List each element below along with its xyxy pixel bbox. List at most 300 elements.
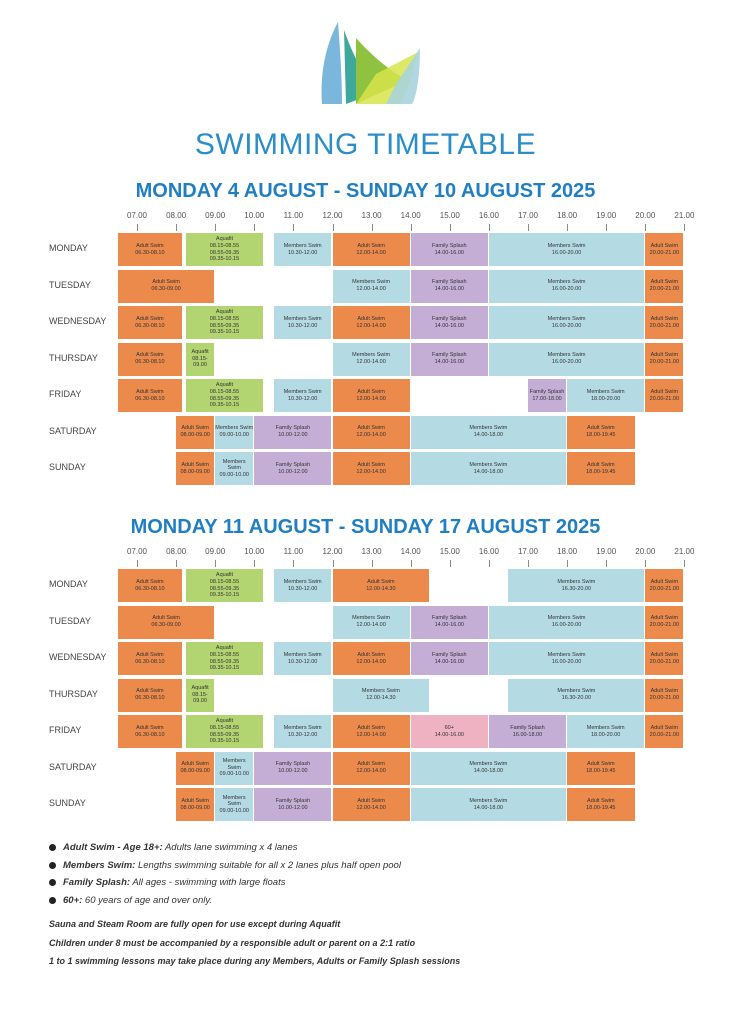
hour-tick bbox=[137, 224, 138, 231]
session-text: Members Swim bbox=[361, 688, 400, 695]
session-text: 10.30-12.00 bbox=[287, 249, 318, 256]
session-text: Members Swim bbox=[547, 615, 586, 622]
bullet-icon bbox=[49, 879, 56, 886]
hour-label: 21.00 bbox=[674, 547, 695, 556]
hour-axis bbox=[0, 211, 731, 223]
session-text: 20.00-21.00 bbox=[649, 585, 680, 592]
session-text: Family Splash bbox=[432, 315, 467, 322]
day-label: WEDNESDAY bbox=[49, 652, 107, 662]
session-text: 16.30-20.00 bbox=[561, 695, 592, 701]
page-title: SWIMMING TIMETABLE bbox=[194, 128, 537, 161]
session-text: 12.00-14.00 bbox=[356, 622, 386, 628]
hour-label: 08.00 bbox=[166, 547, 187, 556]
hour-label: 20.00 bbox=[635, 211, 656, 220]
family-session bbox=[254, 416, 331, 449]
bullet-icon bbox=[49, 844, 56, 851]
session-text: Family Splash bbox=[432, 615, 467, 622]
session-text: Adult Swim bbox=[650, 315, 679, 322]
session-text: Adult Swim bbox=[181, 425, 209, 432]
hour-label: 21.00 bbox=[674, 211, 695, 220]
session-text: 10.30-12.00 bbox=[287, 585, 318, 592]
session-text: Family Splash bbox=[275, 761, 311, 768]
session-text: 08.55-09.35 bbox=[209, 249, 240, 256]
hour-tick bbox=[411, 224, 412, 231]
hour-label: 12.00 bbox=[322, 211, 343, 220]
session-text: 20.00-21.00 bbox=[649, 249, 680, 256]
session-text: 08.00-09.00 bbox=[180, 768, 210, 774]
hour-tick bbox=[215, 224, 216, 231]
day-row bbox=[0, 343, 731, 376]
members-session bbox=[489, 306, 644, 339]
session-text: 06.30-08.10 bbox=[135, 731, 165, 738]
session-text: Adult Swim bbox=[587, 425, 615, 432]
members-session bbox=[411, 788, 566, 821]
session-text: 08.15-08.55 bbox=[209, 578, 240, 585]
hour-tick bbox=[254, 224, 255, 231]
family-session bbox=[411, 343, 488, 376]
hour-tick bbox=[567, 560, 568, 567]
hour-label: 18.00 bbox=[557, 211, 578, 220]
hour-label: 07.00 bbox=[126, 211, 148, 220]
hour-label: 20.00 bbox=[635, 547, 656, 556]
session-text: 09.00-10.00 bbox=[219, 807, 249, 814]
adult-session bbox=[645, 270, 683, 303]
legend-desc: Lengths swimming suitable for all x 2 lanes plus half open pool bbox=[135, 859, 401, 871]
family-session bbox=[254, 452, 331, 485]
day-row bbox=[0, 379, 731, 412]
legend-term: 60+: bbox=[63, 894, 83, 906]
hour-tick bbox=[489, 224, 490, 231]
session-text: 06.30-08.10 bbox=[135, 249, 165, 256]
session-text: Adult Swim bbox=[587, 761, 615, 768]
session-text: Members Swim bbox=[352, 279, 391, 286]
session-text: 12.00-14.00 bbox=[356, 432, 386, 438]
session-text: Members Swim bbox=[547, 315, 586, 322]
session-text: Adult Swim bbox=[136, 352, 164, 359]
legend-item bbox=[49, 895, 699, 913]
hour-label: 16.00 bbox=[478, 547, 499, 556]
week-title: MONDAY 4 AUGUST - SUNDAY 10 AUGUST 2025 bbox=[135, 180, 596, 202]
note-sauna: Sauna and Steam Room are fully open for use except during Aquafit bbox=[49, 919, 341, 929]
legend-term: Members Swim: bbox=[63, 859, 136, 871]
session-text: Adult Swim bbox=[357, 651, 385, 658]
session-text: Adult Swim bbox=[357, 388, 385, 395]
session-text: Adult Swim bbox=[357, 425, 385, 432]
members-session bbox=[215, 788, 253, 821]
session-text: Members Swim bbox=[469, 761, 508, 768]
session-text: 08.15- bbox=[192, 691, 208, 698]
session-text: Members Swim bbox=[547, 279, 586, 286]
session-text: Members Swim bbox=[352, 615, 391, 622]
session-text: Members bbox=[222, 794, 246, 801]
session-text: Family Splash bbox=[275, 425, 311, 432]
session-text: 10.00-12.00 bbox=[278, 432, 308, 438]
hour-label: 11.00 bbox=[283, 547, 304, 556]
hour-tick bbox=[411, 560, 412, 567]
adult-session bbox=[333, 233, 410, 266]
legend-item bbox=[49, 860, 699, 878]
aqua-session bbox=[186, 343, 214, 376]
hour-tick bbox=[293, 224, 294, 231]
adult-session bbox=[645, 233, 683, 266]
adult-session bbox=[118, 306, 182, 339]
hour-label: 14.00 bbox=[400, 547, 421, 556]
session-text: 16.00-18.00 bbox=[512, 731, 543, 738]
session-text: 10.00-12.00 bbox=[278, 468, 308, 475]
adult-session bbox=[645, 679, 683, 712]
hour-label: 09.00 bbox=[205, 211, 226, 220]
session-text: 16.30-20.00 bbox=[561, 585, 592, 592]
session-text: 08.55-09.35 bbox=[209, 322, 240, 329]
session-text: Family Splash bbox=[432, 242, 467, 249]
aqua-session bbox=[186, 233, 263, 266]
session-text: 06.30-08.10 bbox=[135, 695, 165, 701]
adult-session bbox=[645, 715, 683, 748]
hour-tick bbox=[333, 560, 334, 567]
members-session bbox=[333, 270, 410, 303]
hour-tick bbox=[450, 560, 451, 567]
session-text: Adult Swim bbox=[136, 578, 164, 585]
session-text: Members Swim bbox=[557, 578, 596, 585]
hour-tick bbox=[567, 224, 568, 231]
hour-tick bbox=[372, 224, 373, 231]
day-row bbox=[0, 452, 731, 485]
session-text: Adult Swim bbox=[357, 761, 385, 768]
hour-label: 17.00 bbox=[517, 211, 539, 220]
session-text: Adult Swim bbox=[650, 578, 679, 585]
adult-session bbox=[567, 452, 634, 485]
session-text: Family Splash bbox=[275, 461, 311, 468]
day-row bbox=[0, 416, 731, 449]
day-row bbox=[0, 569, 731, 602]
session-text: Members Swim bbox=[547, 352, 586, 359]
session-text: 09.00 bbox=[193, 698, 207, 705]
members-session bbox=[489, 270, 644, 303]
day-label: FRIDAY bbox=[49, 725, 82, 735]
adult-session bbox=[645, 306, 683, 339]
session-text: Adult Swim bbox=[136, 724, 164, 731]
session-text: 20.00-21.00 bbox=[649, 286, 680, 292]
members-session bbox=[489, 606, 644, 639]
members-session bbox=[274, 715, 332, 748]
members-session bbox=[567, 715, 644, 748]
hour-tick bbox=[293, 560, 294, 567]
session-text: 14.00-16.00 bbox=[434, 322, 464, 329]
members-session bbox=[411, 752, 566, 785]
session-text: 12.00-14.00 bbox=[356, 768, 386, 774]
hour-label: 13.00 bbox=[361, 211, 382, 220]
session-text: Aquafit bbox=[215, 718, 234, 725]
session-text: Members Swim bbox=[352, 352, 391, 359]
adult-session bbox=[645, 569, 683, 602]
family-session bbox=[528, 379, 566, 412]
session-text: 08.00-09.00 bbox=[180, 804, 210, 811]
session-text: 09.35-10.15 bbox=[209, 402, 240, 409]
session-text: 12.00-14.00 bbox=[356, 286, 386, 292]
day-label: MONDAY bbox=[49, 579, 88, 589]
session-text: 08.00-09.00 bbox=[180, 432, 210, 438]
hour-label: 07.00 bbox=[126, 547, 148, 556]
session-text: Aquafit bbox=[215, 382, 234, 389]
adult-session bbox=[176, 416, 214, 449]
session-text: Swim bbox=[227, 764, 241, 771]
session-text: Adult Swim bbox=[367, 578, 395, 585]
session-text: Members Swim bbox=[283, 651, 322, 658]
session-text: Adult Swim bbox=[136, 651, 164, 658]
adult-session bbox=[118, 569, 182, 602]
adult-session bbox=[645, 379, 683, 412]
members-session bbox=[215, 752, 253, 785]
members-session bbox=[411, 452, 566, 485]
adult-session bbox=[176, 752, 214, 785]
session-text: 14.00-16.00 bbox=[434, 658, 464, 665]
session-text: Members Swim bbox=[586, 724, 625, 731]
members-session bbox=[274, 379, 332, 412]
hour-label: 15.00 bbox=[439, 547, 460, 556]
day-label: THURSDAY bbox=[49, 352, 98, 363]
legend bbox=[49, 842, 699, 912]
day-row bbox=[0, 233, 731, 266]
hour-label: 12.00 bbox=[322, 547, 343, 556]
note-lessons: 1 to 1 swimming lessons may take place during any Members, Adults or Family Splash sessions bbox=[49, 956, 461, 966]
session-text: Members Swim bbox=[283, 388, 322, 395]
hour-label: 19.00 bbox=[596, 547, 617, 556]
adult-session bbox=[333, 379, 410, 412]
adult-session bbox=[118, 642, 182, 675]
hour-label: 10.00 bbox=[244, 211, 265, 220]
session-text: 20.00-21.00 bbox=[649, 322, 680, 329]
aqua-session bbox=[186, 715, 263, 748]
session-text: Members Swim bbox=[283, 724, 322, 731]
session-text: 20.00-21.00 bbox=[649, 622, 680, 628]
session-text: 09.35-10.15 bbox=[209, 738, 240, 745]
session-text: Adult Swim bbox=[650, 279, 679, 286]
session-text: 08.15- bbox=[192, 355, 208, 362]
day-row bbox=[0, 679, 731, 712]
hour-tick bbox=[528, 224, 529, 231]
members-session bbox=[274, 569, 332, 602]
hour-tick bbox=[176, 224, 177, 231]
session-text: 08.55-09.35 bbox=[209, 585, 240, 592]
session-text: 08.00-09.00 bbox=[180, 468, 210, 475]
adult-session bbox=[118, 379, 182, 412]
session-text: 12.00-14.00 bbox=[356, 731, 386, 738]
session-text: Members Swim bbox=[469, 461, 508, 468]
session-text: Adult Swim bbox=[136, 388, 164, 395]
session-text: 06.30-08.10 bbox=[135, 322, 165, 329]
sail-logo bbox=[316, 18, 426, 118]
session-text: Adult Swim bbox=[650, 651, 679, 658]
members-session bbox=[215, 416, 253, 449]
aqua-session bbox=[186, 379, 263, 412]
hour-label: 10.00 bbox=[244, 547, 265, 556]
bullet-icon bbox=[49, 897, 56, 904]
session-text: Members bbox=[222, 458, 246, 465]
hour-tick bbox=[684, 224, 685, 231]
day-row bbox=[0, 306, 731, 339]
session-text: Adult Swim bbox=[181, 761, 209, 768]
legend-item bbox=[49, 877, 699, 895]
sixty-session bbox=[411, 715, 488, 748]
session-text: Family Splash bbox=[432, 279, 467, 286]
members-session bbox=[508, 569, 644, 602]
session-text: 18.00-20.00 bbox=[591, 395, 621, 402]
legend-desc: 60 years of age and over only. bbox=[82, 894, 213, 906]
session-text: 16.00-20.00 bbox=[551, 359, 582, 365]
hour-label: 09.00 bbox=[205, 547, 226, 556]
family-session bbox=[411, 642, 488, 675]
hour-tick bbox=[489, 560, 490, 567]
session-text: Adult Swim bbox=[136, 688, 164, 695]
session-text: Adult Swim bbox=[357, 242, 385, 249]
session-text: Adult Swim bbox=[587, 797, 615, 804]
session-text: 60+ bbox=[444, 724, 454, 731]
aqua-session bbox=[186, 306, 263, 339]
legend-term: Adult Swim - Age 18+: bbox=[63, 842, 163, 853]
session-text: 08.55-09.35 bbox=[209, 395, 240, 402]
adult-session bbox=[176, 788, 214, 821]
session-text: Adult Swim bbox=[650, 615, 679, 622]
session-text: 18.00-19.45 bbox=[586, 768, 616, 774]
session-text: 10.00-12.00 bbox=[278, 768, 308, 774]
hour-label: 15.00 bbox=[439, 211, 460, 220]
adult-session bbox=[118, 343, 182, 376]
day-row bbox=[0, 606, 731, 639]
legend-term: Family Splash: bbox=[63, 877, 131, 888]
day-label: FRIDAY bbox=[49, 389, 82, 399]
day-label: THURSDAY bbox=[49, 688, 98, 699]
session-text: 14.00-16.00 bbox=[434, 249, 464, 256]
session-text: 09.35-10.15 bbox=[209, 256, 240, 263]
session-text: 14.00-18.00 bbox=[473, 804, 504, 811]
hour-label: 14.00 bbox=[400, 211, 421, 220]
session-text: 08.55-09.35 bbox=[209, 731, 240, 738]
day-label: SATURDAY bbox=[49, 761, 97, 772]
session-text: 14.00-18.00 bbox=[473, 768, 504, 774]
session-text: 10.30-12.00 bbox=[287, 322, 318, 329]
adult-session bbox=[118, 233, 182, 266]
session-text: 14.00-18.00 bbox=[473, 468, 504, 475]
session-text: 16.00-20.00 bbox=[551, 322, 582, 329]
session-text: 16.00-20.00 bbox=[551, 249, 582, 256]
members-session bbox=[333, 343, 410, 376]
session-text: 08.15-08.55 bbox=[209, 651, 240, 658]
adult-session bbox=[333, 642, 410, 675]
session-text: Members Swim bbox=[547, 242, 586, 249]
day-label: SUNDAY bbox=[49, 798, 86, 808]
session-text: 12.00-14.00 bbox=[356, 249, 386, 256]
session-text: 08.15-08.55 bbox=[209, 242, 240, 249]
session-text: 12.00-14.30 bbox=[366, 695, 396, 701]
members-session bbox=[567, 379, 644, 412]
session-text: Adult Swim bbox=[152, 279, 180, 286]
adult-session bbox=[333, 752, 410, 785]
aqua-session bbox=[186, 679, 214, 712]
session-text: Adult Swim bbox=[136, 242, 164, 249]
members-session bbox=[508, 679, 644, 712]
family-session bbox=[254, 788, 331, 821]
session-text: 12.00-14.00 bbox=[356, 468, 386, 475]
aqua-session bbox=[186, 569, 263, 602]
hour-tick bbox=[684, 560, 685, 567]
session-text: Members Swim bbox=[283, 578, 322, 585]
session-text: Members Swim bbox=[215, 425, 254, 432]
session-text: Family Splash bbox=[510, 724, 545, 731]
family-session bbox=[411, 233, 488, 266]
session-text: Aquafit bbox=[191, 685, 209, 692]
session-text: 09.35-10.15 bbox=[209, 665, 240, 672]
session-text: Adult Swim bbox=[357, 461, 385, 468]
family-session bbox=[411, 270, 488, 303]
session-text: 06.30-09.00 bbox=[151, 622, 181, 628]
session-text: Family Splash bbox=[275, 797, 311, 804]
session-text: 06.30-08.10 bbox=[135, 658, 165, 665]
hour-label: 18.00 bbox=[557, 547, 578, 556]
session-text: 16.00-20.00 bbox=[551, 658, 582, 665]
members-session bbox=[274, 306, 332, 339]
adult-session bbox=[333, 569, 430, 602]
day-label: TUESDAY bbox=[49, 279, 91, 290]
hour-tick bbox=[645, 224, 646, 231]
hour-tick bbox=[333, 224, 334, 231]
session-text: Members bbox=[222, 758, 246, 765]
session-text: 10.30-12.00 bbox=[287, 731, 318, 738]
hour-label: 16.00 bbox=[478, 211, 499, 220]
adult-session bbox=[118, 270, 214, 303]
adult-session bbox=[118, 715, 182, 748]
hour-label: 11.00 bbox=[283, 211, 304, 220]
session-text: 20.00-21.00 bbox=[649, 695, 680, 701]
session-text: Members Swim bbox=[283, 242, 322, 249]
adult-session bbox=[333, 452, 410, 485]
legend-desc: All ages - swimming with large floats bbox=[130, 877, 286, 888]
members-session bbox=[333, 679, 430, 712]
day-row bbox=[0, 270, 731, 303]
session-text: Aquafit bbox=[215, 309, 234, 316]
hour-tick bbox=[215, 560, 216, 567]
adult-session bbox=[645, 642, 683, 675]
session-text: Swim bbox=[227, 465, 241, 472]
session-text: Family Splash bbox=[432, 352, 467, 359]
aqua-session bbox=[186, 642, 263, 675]
session-text: 09.00-10.00 bbox=[219, 771, 249, 778]
adult-session bbox=[567, 752, 634, 785]
session-text: Family Splash bbox=[432, 651, 467, 658]
session-text: Members Swim bbox=[586, 388, 625, 395]
family-session bbox=[254, 752, 331, 785]
session-text: Adult Swim bbox=[587, 461, 615, 468]
session-text: 12.00-14.00 bbox=[356, 804, 386, 811]
week-title: MONDAY 11 AUGUST - SUNDAY 17 AUGUST 2025 bbox=[130, 516, 601, 538]
note-children: Children under 8 must be accompanied by a responsible adult or parent on a 2:1 ratio bbox=[49, 938, 416, 948]
session-text: Adult Swim bbox=[357, 724, 385, 731]
hour-axis bbox=[0, 547, 731, 559]
members-session bbox=[333, 606, 410, 639]
session-text: Aquafit bbox=[215, 572, 234, 579]
session-text: 09.00 bbox=[193, 362, 207, 369]
session-text: Aquafit bbox=[215, 645, 234, 652]
hour-tick bbox=[176, 560, 177, 567]
hour-tick bbox=[254, 560, 255, 567]
session-text: 18.00-20.00 bbox=[591, 731, 621, 738]
session-text: 17.00-18.00 bbox=[532, 395, 562, 402]
hour-tick bbox=[645, 560, 646, 567]
session-text: Aquafit bbox=[191, 349, 209, 356]
session-text: 12.00-14.00 bbox=[356, 395, 386, 402]
hour-label: 17.00 bbox=[517, 547, 539, 556]
bullet-icon bbox=[49, 862, 56, 869]
session-text: 20.00-21.00 bbox=[649, 395, 680, 402]
